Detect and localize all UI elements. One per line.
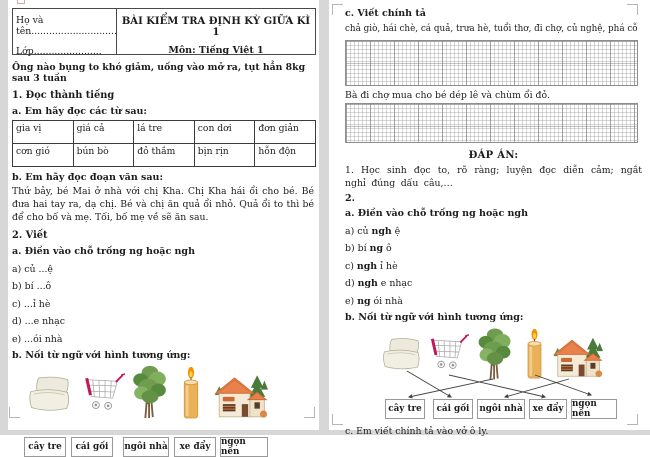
house-image [551, 335, 603, 379]
leafy-tree-image [129, 365, 171, 419]
match-label: ngọn nến [571, 399, 617, 419]
subject-line: Môn: Tiếng Việt 1 [168, 45, 264, 56]
fill-item: a) củ ...ệ [12, 263, 53, 275]
candle-image [182, 365, 200, 419]
answer-match-exercise [345, 327, 642, 419]
fill-item: d) ...e nhạc [12, 316, 66, 328]
answer-post: ệ [391, 225, 401, 237]
match-label: cây tre [24, 437, 66, 457]
ad-banner-text: Ông nào bụng to khó giảm, uống vào mở ra, tụt hẳn 8kg sau 3 tuần [12, 62, 306, 84]
leafy-tree-icon [475, 327, 515, 381]
shopping-cart-icon [79, 369, 125, 415]
answer-fill-item [345, 226, 642, 237]
match-label: ngôi nhà [477, 399, 525, 419]
candle-icon [182, 365, 200, 419]
answer-item-1: 1. Học sinh đọc to, rõ ràng; luyện đọc diễn cảm; ngắt nghỉ đúng dấu câu,… [345, 165, 642, 189]
house-image [212, 373, 268, 419]
student-info [13, 9, 117, 57]
leafy-tree-icon [129, 365, 171, 419]
answer-post: e nhạc [377, 278, 413, 289]
answer-pre: b) bí [345, 243, 370, 254]
table-row [13, 144, 316, 167]
section-1a-heading: a. Em hãy đọc các từ sau: [12, 106, 147, 117]
pillows-image [380, 335, 424, 373]
section-2a-heading: a. Điền vào chỗ trống ng hoặc ngh [12, 246, 195, 258]
answer-post: ói nhà [370, 295, 403, 307]
answer-pre: c) [345, 260, 357, 272]
section-1b-heading: b. Em hãy đọc đoạn văn sau: [12, 172, 163, 183]
word-cell: gia vị [13, 121, 74, 144]
shopping-cart-image [425, 329, 469, 375]
answer-fill-item [345, 243, 642, 254]
answer-item-2: 2. [345, 193, 355, 204]
section-2c-heading: c. Viết chính tả [345, 8, 426, 19]
dictation-word-list: chả giò, hái chè, cá quả, trưa hè, tuổi thơ, đi chợ, củ nghệ, phá cỗ [345, 24, 638, 34]
test-header-box [12, 8, 316, 55]
fill-item: e) ...ói nhà [12, 333, 63, 345]
writing-grid [345, 103, 638, 143]
leafy-tree-image [475, 327, 515, 381]
text-boundary-mark [332, 4, 343, 15]
pillows-icon [26, 375, 74, 413]
test-title-block [117, 9, 315, 54]
dictation-sentence: Bà đi chợ mua cho bé dép lê và chùm ổi đỏ. [345, 90, 551, 101]
page-right [329, 0, 650, 437]
match-label: ngọn nến [220, 437, 268, 457]
answer-2b-heading: b. Nối từ ngữ với hình tương ứng: [345, 311, 524, 323]
answer-2c-note: c. Em viết chính tả vào vở ô ly. [345, 425, 489, 437]
answer-bold: ngh [357, 278, 378, 289]
match-label: cái gối [71, 437, 113, 457]
match-exercise [12, 365, 316, 457]
answer-pre: a) củ [345, 225, 372, 237]
match-line-house-to-ngoi-nha [505, 379, 569, 397]
house-icon [212, 373, 268, 419]
answer-bold: ngh [356, 260, 378, 272]
answer-bold: ngh [371, 225, 392, 237]
pillows-image [26, 375, 74, 413]
candle-icon [526, 327, 543, 379]
class-line: Lớp....................... [16, 46, 102, 57]
answer-key-title: ĐÁP ÁN: [468, 150, 519, 161]
fill-item: b) bí ...ô [12, 281, 52, 293]
word-cell: giá cả [73, 121, 134, 144]
word-cell: đơn giản [255, 121, 316, 144]
reading-word-table [12, 120, 316, 167]
page-left [8, 0, 319, 457]
word-cell: lá tre [134, 121, 195, 144]
answer-fill-item [345, 261, 642, 272]
candle-image [526, 327, 543, 379]
text-boundary-mark [627, 4, 638, 15]
word-cell: bịn rịn [194, 144, 255, 167]
word-cell: bún bò [73, 144, 134, 167]
page-corner-mark [17, 0, 25, 4]
fill-in-list [12, 264, 316, 345]
test-title: BÀI KIỂM TRA ĐỊNH KỲ GIỮA KÌ 1 [121, 16, 311, 38]
pillows-icon [380, 335, 424, 373]
table-row [13, 121, 316, 144]
text-boundary-mark [9, 407, 20, 418]
writing-grid [345, 40, 638, 86]
match-label: cái gối [433, 399, 473, 419]
section-2-heading: 2. Viết [12, 230, 48, 242]
text-boundary-mark [332, 414, 343, 425]
fill-item: c) ...ỉ hè [12, 298, 51, 310]
shopping-cart-image [79, 369, 125, 415]
student-name-line: Họ và tên............................. [16, 15, 117, 37]
word-cell: đỏ thắm [134, 144, 195, 167]
answer-fill-item [345, 296, 642, 307]
answer-post: ỉ hè [377, 260, 398, 272]
match-label: xe đẩy [174, 437, 216, 457]
match-label: ngôi nhà [123, 437, 169, 457]
match-label: xe đẩy [529, 399, 567, 419]
answer-fill-item [345, 278, 642, 289]
match-line-tree-to-cay-tre [409, 379, 493, 397]
answer-bold: ng [369, 243, 383, 254]
word-cell: con dơi [194, 121, 255, 144]
reading-passage: Thứ bảy, bé Mai ở nhà với chị Kha. Chị Kha hái ổi cho bé. Bé đưa hai tay ra, dạ chị. Bé và chị ăn quả ổi nhỏ. Quả ổi to thì bé để cho bố và mẹ. Tối, bố mẹ về sẽ ăn sau. [12, 186, 314, 223]
answer-bold: ng [357, 295, 371, 307]
answer-pre: e) [345, 295, 358, 307]
text-boundary-mark [627, 414, 638, 425]
match-label: cây tre [385, 399, 425, 419]
word-cell: cơn gió [13, 144, 74, 167]
answer-fill-list [345, 226, 642, 307]
answer-pre: d) [345, 278, 358, 289]
shopping-cart-icon [425, 329, 469, 375]
answer-post: ô [383, 243, 392, 254]
word-cell: hỗn độn [255, 144, 316, 167]
section-2b-heading: b. Nối từ ngữ với hình tương ứng: [12, 349, 191, 361]
answer-2a-heading: a. Điền vào chỗ trống ng hoặc ngh [345, 208, 528, 219]
house-icon [551, 335, 603, 379]
section-1-heading: 1. Đọc thành tiếng [12, 90, 115, 101]
text-boundary-mark [304, 407, 315, 418]
